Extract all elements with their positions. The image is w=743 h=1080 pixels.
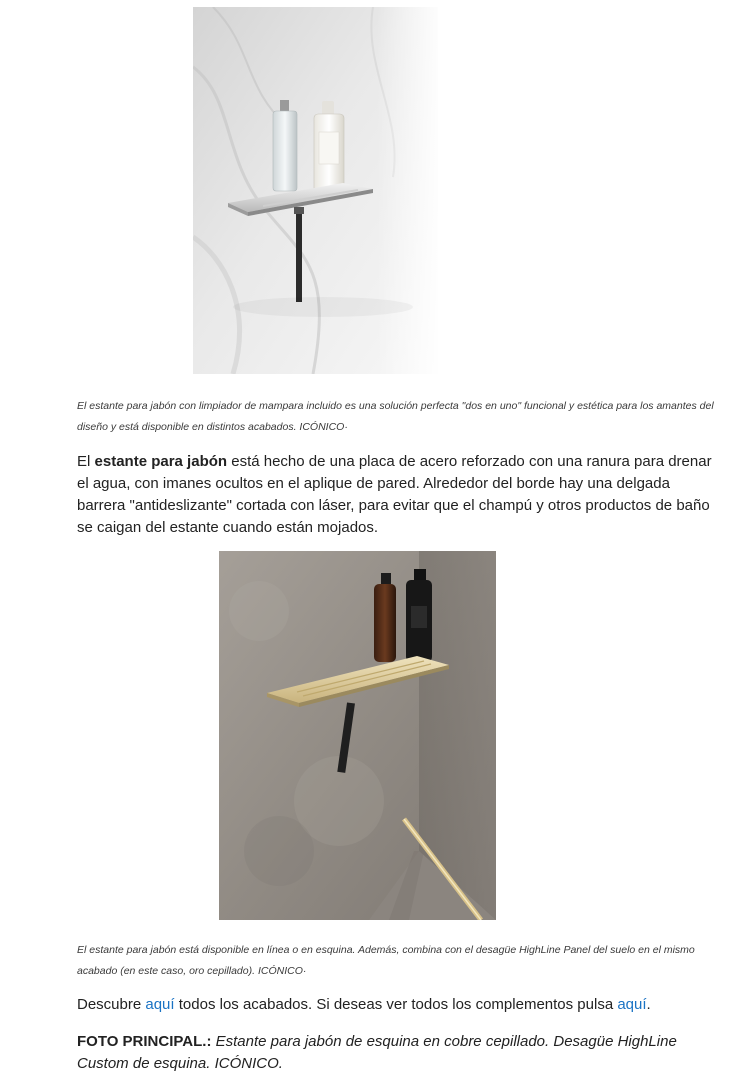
product-photo-gold-shelf: [219, 551, 496, 920]
paragraph-main-photo: [77, 1031, 717, 1075]
paragraph-finishes: [77, 994, 717, 1016]
paragraph-body-text: está hecho de una placa de acero reforzado con una ranura para drenar el agua, con imanes ocultos en el aplique de pared. Alrededor del borde hay una delgada barrera "antideslizante" cortada con láser, para evitar que el champú y otros productos de baño se caigan del estante cuando están mojados.: [77, 453, 712, 536]
caption-gold-shelf: El estante para jabón está disponible en línea o en esquina. Además, combina con el desagüe HighLine Panel del suelo en el mismo acabado (en este caso, oro cepillado). ICÓNICO·: [77, 944, 695, 977]
paragraph-bold-term: estante para jabón: [94, 453, 228, 470]
link-finishes[interactable]: aquí: [145, 996, 175, 1013]
caption-white-shelf: El estante para jabón con limpiador de mampara incluido es una solución perfecta "dos en uno" funcional y estética para los amantes del diseño y está disponible en distintos acabados. ICÓNICO·: [77, 400, 714, 433]
main-photo-label: FOTO PRINCIPAL.:: [77, 1033, 212, 1050]
link-accessories[interactable]: aquí: [617, 996, 647, 1013]
main-photo-text: Estante para jabón de esquina en cobre cepillado. Desagüe HighLine Custom de esquina. ICÓNICO.: [77, 1033, 677, 1072]
paragraph-text: .: [646, 996, 651, 1013]
paragraph-text: Descubre: [77, 996, 146, 1013]
paragraph-shelf-description: [77, 451, 717, 539]
paragraph-text: todos los acabados. Si deseas ver todos los complementos pulsa: [174, 996, 618, 1013]
paragraph-intro-text: El: [77, 453, 95, 470]
product-photo-white-shelf: [193, 7, 438, 374]
